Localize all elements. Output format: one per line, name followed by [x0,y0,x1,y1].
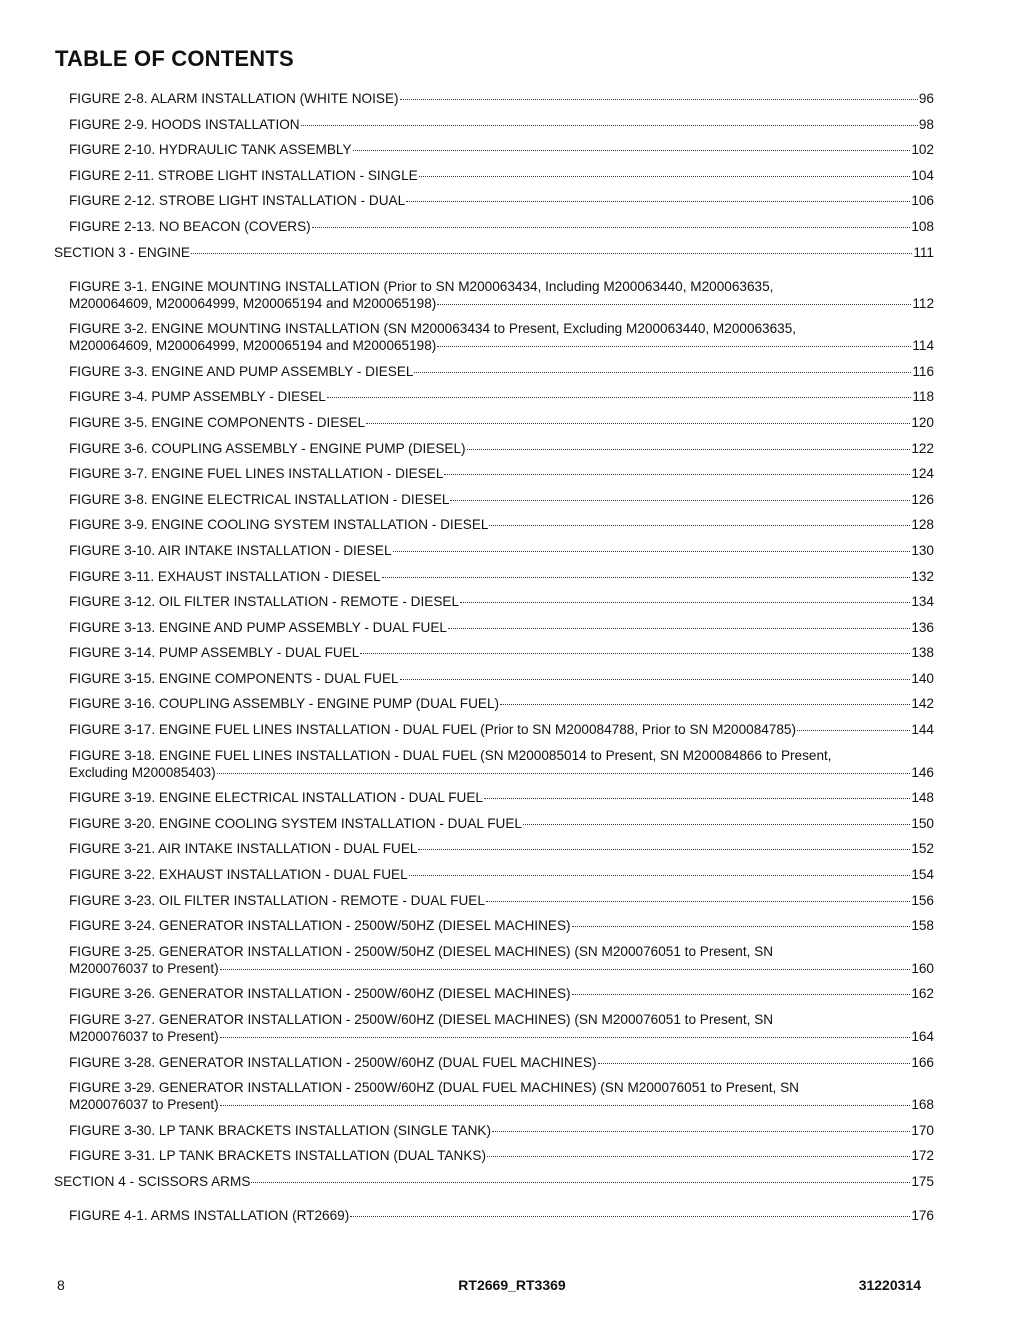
toc-page-number: 111 [913,244,934,260]
toc-entry-line [69,1028,934,1045]
toc-entry-title: FIGURE 4-1. ARMS INSTALLATION (RT2669) [69,1207,350,1223]
toc-entry-title: FIGURE 3-14. PUMP ASSEMBLY - DUAL FUEL [69,645,360,661]
toc-page-number: 170 [911,1122,934,1138]
toc-entry-line [69,90,934,107]
toc-entry-title: FIGURE 3-20. ENGINE COOLING SYSTEM INSTALLATION - DUAL FUEL [69,815,522,831]
toc-figure-entry[interactable] [54,465,934,482]
toc-entry-title: FIGURE 2-13. NO BEACON (COVERS) [69,218,311,234]
footer-model: RT2669_RT3369 [458,1277,566,1293]
dot-leader [487,1156,910,1157]
toc-page-number: 142 [911,696,934,712]
toc-entry-line [69,295,934,312]
toc-entry-line [69,192,934,209]
toc-entry-line [69,542,934,559]
dot-leader [419,176,911,177]
toc-figure-entry[interactable] [54,167,934,184]
dot-leader [251,1182,910,1183]
toc-entry-line [69,917,934,934]
toc-page-number: 114 [912,338,934,354]
toc-page-number: 164 [911,1029,934,1044]
toc-entry-line [69,764,934,781]
toc-page-number: 120 [911,414,934,430]
toc-figure-entry[interactable] [54,1122,934,1139]
toc-entry-line [69,985,934,1002]
toc-entry-line [69,1054,934,1071]
toc-page-number: 132 [911,568,934,584]
toc-entry-line [69,815,934,832]
toc-entry-title: FIGURE 3-13. ENGINE AND PUMP ASSEMBLY - DUAL FUEL [69,619,447,635]
toc-page-number: 108 [911,218,934,234]
toc-entry-title: SECTION 4 - SCISSORS ARMS [54,1173,251,1189]
toc-entry-title-continued: M200064609, M200064999, M200065194 and M200065198) [69,295,437,311]
toc-entry-title: FIGURE 3-4. PUMP ASSEMBLY - DIESEL [69,389,326,405]
dot-leader [327,397,911,398]
toc-entry-title: FIGURE 3-6. COUPLING ASSEMBLY - ENGINE PUMP (DIESEL) [69,440,466,456]
toc-figure-entry[interactable] [54,542,934,559]
toc-entry-title-continued: M200064609, M200064999, M200065194 and M200065198) [69,338,437,354]
toc-entry-line [69,116,934,133]
toc-page-number: 138 [911,645,934,661]
toc-entry-line [69,1147,934,1164]
toc-entry-title: FIGURE 3-7. ENGINE FUEL LINES INSTALLATION - DIESEL [69,466,444,482]
dot-leader [572,994,911,995]
footer-doc-number: 31220314 [858,1277,921,1293]
toc-figure-entry[interactable] [54,141,934,158]
toc-entry-line [69,789,934,806]
toc-figure-entry[interactable] [54,670,934,687]
dot-leader [437,304,911,305]
toc-entry-line [69,695,934,712]
toc-entry-title: FIGURE 3-9. ENGINE COOLING SYSTEM INSTALLATION - DIESEL [69,517,489,533]
toc-figure-entry[interactable] [54,320,934,354]
toc-entry-title: FIGURE 3-26. GENERATOR INSTALLATION - 2500W/60HZ (DIESEL MACHINES) [69,986,571,1002]
toc-page-number: 144 [911,722,934,738]
toc-figure-entry[interactable] [54,840,934,857]
toc-page-number: 150 [911,815,934,831]
toc-entry-title: FIGURE 3-27. GENERATOR INSTALLATION - 2500W/60HZ (DIESEL MACHINES) (SN M200076051 to Present, SN [69,1012,774,1027]
toc-page-number: 126 [911,491,934,507]
toc-entry-title: FIGURE 3-19. ENGINE ELECTRICAL INSTALLATION - DUAL FUEL [69,790,483,806]
toc-page-number: 124 [911,466,934,482]
toc-entry-line [69,491,934,508]
toc-page-number: 154 [911,867,934,883]
toc-page-number: 168 [911,1097,934,1113]
toc-entry-line [69,670,934,687]
dot-leader [393,551,911,552]
toc-figure-entry[interactable] [54,116,934,133]
toc-figure-entry[interactable] [54,866,934,883]
dot-leader [486,901,910,902]
toc-figure-entry[interactable] [54,1079,934,1113]
toc-page-number: 148 [911,790,934,806]
toc-figure-entry[interactable] [54,985,934,1002]
toc-figure-entry[interactable] [54,568,934,585]
toc-figure-entry[interactable] [54,516,934,533]
toc-page-number: 152 [911,841,934,857]
dot-leader [444,474,910,475]
toc-entry-title: FIGURE 3-28. GENERATOR INSTALLATION - 2500W/60HZ (DUAL FUEL MACHINES) [69,1054,597,1070]
toc-page-number: 134 [911,594,934,610]
toc-figure-entry[interactable] [54,815,934,832]
dot-leader [400,679,911,680]
toc-figure-entry[interactable] [54,1011,934,1045]
toc-page-number: 160 [911,960,934,976]
toc-entry-line [69,337,934,354]
toc-entry-title: FIGURE 3-23. OIL FILTER INSTALLATION - REMOTE - DUAL FUEL [69,892,485,908]
toc-section-entry[interactable] [54,1173,934,1190]
toc-page-number: 112 [912,295,934,311]
dot-leader [312,227,911,228]
toc-entry-line [69,593,934,610]
toc-entry-title: FIGURE 3-25. GENERATOR INSTALLATION - 2500W/50HZ (DIESEL MACHINES) (SN M200076051 to Present, SN [69,943,774,959]
dot-leader [500,704,910,705]
dot-leader [450,500,910,501]
toc-page-number: 146 [911,764,934,780]
dot-leader [467,449,911,450]
toc-entry-line [54,1173,934,1190]
toc-entry-line [69,1096,934,1113]
toc-page-number: 172 [911,1148,934,1164]
dot-leader [220,1105,911,1106]
toc-page-number: 122 [911,440,934,456]
dot-leader [217,773,911,774]
table-of-contents [54,90,934,1233]
toc-figure-entry[interactable] [54,491,934,508]
toc-entry-title-continued: M200076037 to Present) [69,960,219,976]
toc-page-number: 104 [911,167,934,183]
toc-entry-line [69,840,934,857]
toc-entry-title: FIGURE 3-11. EXHAUST INSTALLATION - DIESEL [69,568,381,584]
dot-leader [406,201,910,202]
toc-entry-line [69,388,934,405]
toc-figure-entry[interactable] [54,1054,934,1071]
toc-entry-line [69,440,934,457]
toc-entry-title: FIGURE 3-31. LP TANK BRACKETS INSTALLATION (DUAL TANKS) [69,1148,486,1164]
toc-page-number: 130 [911,542,934,558]
dot-leader [353,150,911,151]
dot-leader [220,1037,911,1038]
toc-page-number: 128 [911,517,934,533]
footer-page-number: 8 [57,1277,65,1293]
toc-page-number: 118 [912,389,934,405]
toc-figure-entry[interactable] [54,278,934,312]
dot-leader [414,372,911,373]
toc-entry-title: FIGURE 3-8. ENGINE ELECTRICAL INSTALLATION - DIESEL [69,491,450,507]
dot-leader [409,875,911,876]
toc-figure-entry[interactable] [54,1207,934,1224]
toc-figure-entry[interactable] [54,90,934,107]
toc-entry-title: FIGURE 3-10. AIR INTAKE INSTALLATION - DIESEL [69,542,392,558]
toc-figure-entry[interactable] [54,414,934,431]
toc-entry-line [69,218,934,235]
toc-page-number: 176 [911,1207,934,1223]
toc-entry-title: FIGURE 3-1. ENGINE MOUNTING INSTALLATION (Prior to SN M200063434, Including M200063440, M200063635, [69,278,774,294]
toc-page-number: 166 [911,1054,934,1070]
toc-entry-line [69,363,934,380]
dot-leader [301,125,918,126]
toc-entry-title: FIGURE 2-10. HYDRAULIC TANK ASSEMBLY [69,142,352,158]
toc-entry-title: FIGURE 2-9. HOODS INSTALLATION [69,116,300,132]
toc-page-number: 106 [911,193,934,209]
dot-leader [437,346,911,347]
dot-leader [523,824,910,825]
dot-leader [460,602,910,603]
toc-entry-title: FIGURE 3-18. ENGINE FUEL LINES INSTALLATION - DUAL FUEL (SN M200085014 to Present, SN M200084866 to Present, [69,747,832,763]
toc-page-number: 140 [911,670,934,686]
toc-page-number: 162 [911,986,934,1002]
dot-leader [220,969,911,970]
dot-leader [489,525,910,526]
toc-figure-entry[interactable] [54,917,934,934]
toc-page-number: 96 [918,91,934,106]
dot-leader [598,1063,911,1064]
toc-figure-entry[interactable] [54,695,934,712]
toc-entry-line [69,721,934,738]
toc-figure-entry[interactable] [54,593,934,610]
toc-entry-title: FIGURE 3-21. AIR INTAKE INSTALLATION - DUAL FUEL [69,841,418,857]
toc-figure-entry[interactable] [54,440,934,457]
dot-leader [360,653,910,654]
toc-page-number: 116 [912,363,934,379]
toc-entry-title: FIGURE 3-15. ENGINE COMPONENTS - DUAL FUEL [69,670,399,686]
toc-entry-title: FIGURE 3-24. GENERATOR INSTALLATION - 2500W/50HZ (DIESEL MACHINES) [69,918,571,934]
dot-leader [448,628,910,629]
toc-figure-entry[interactable] [54,619,934,636]
toc-entry-title: SECTION 3 - ENGINE [54,244,190,260]
toc-entry-title: FIGURE 3-16. COUPLING ASSEMBLY - ENGINE PUMP (DUAL FUEL) [69,696,500,712]
toc-entry-title: FIGURE 3-5. ENGINE COMPONENTS - DIESEL [69,414,366,430]
toc-figure-entry[interactable] [54,747,934,781]
dot-leader [350,1216,910,1217]
toc-figure-entry[interactable] [54,644,934,661]
toc-entry-title: FIGURE 3-30. LP TANK BRACKETS INSTALLATION (SINGLE TANK) [69,1122,492,1138]
toc-entry-line [69,644,934,661]
toc-figure-entry[interactable] [54,892,934,909]
toc-entry-title-continued: M200076037 to Present) [69,1029,219,1044]
toc-entry-line [69,414,934,431]
toc-entry-line [69,167,934,184]
toc-entry-line [69,141,934,158]
dot-leader [492,1131,910,1132]
toc-entry-line [69,866,934,883]
toc-page-number: 102 [911,142,934,158]
toc-entry-title: FIGURE 2-8. ALARM INSTALLATION (WHITE NOISE) [69,91,399,106]
toc-entry-line [69,1207,934,1224]
dot-leader [418,849,910,850]
toc-page-number: 156 [911,892,934,908]
toc-entry-title: FIGURE 2-12. STROBE LIGHT INSTALLATION - DUAL [69,193,406,209]
toc-figure-entry[interactable] [54,789,934,806]
toc-entry-title: FIGURE 3-3. ENGINE AND PUMP ASSEMBLY - DIESEL [69,363,414,379]
toc-entry-title: FIGURE 2-11. STROBE LIGHT INSTALLATION - SINGLE [69,167,418,183]
page-title: TABLE OF CONTENTS [55,46,294,71]
toc-entry-line [69,516,934,533]
toc-entry-line [69,1122,934,1139]
toc-figure-entry[interactable] [54,218,934,235]
toc-figure-entry[interactable] [54,192,934,209]
toc-entry-title-continued: Excluding M200085403) [69,764,216,780]
toc-entry-line [69,892,934,909]
dot-leader [572,926,911,927]
dot-leader [484,798,910,799]
toc-page-number: 136 [911,619,934,635]
toc-figure-entry[interactable] [54,721,934,738]
toc-figure-entry[interactable] [54,1147,934,1164]
toc-page-number: 175 [911,1173,934,1189]
toc-entry-title: FIGURE 3-12. OIL FILTER INSTALLATION - REMOTE - DIESEL [69,594,460,610]
dot-leader [382,577,911,578]
toc-entry-line [69,619,934,636]
toc-figure-entry[interactable] [54,363,934,380]
toc-section-entry[interactable] [54,244,934,261]
dot-leader [366,423,910,424]
toc-entry-title: FIGURE 3-29. GENERATOR INSTALLATION - 2500W/60HZ (DUAL FUEL MACHINES) (SN M200076051 to Present, SN [69,1080,799,1096]
dot-leader [191,253,912,254]
toc-entry-title: FIGURE 3-17. ENGINE FUEL LINES INSTALLATION - DUAL FUEL (Prior to SN M200084788, Prior to SN M200084785) [69,722,797,738]
dot-leader [797,730,910,731]
toc-entry-title: FIGURE 3-2. ENGINE MOUNTING INSTALLATION (SN M200063434 to Present, Excluding M200063440, M200063635, [69,321,797,337]
toc-entry-line [54,244,934,261]
toc-entry-line [69,465,934,482]
toc-figure-entry[interactable] [54,388,934,405]
page-footer [0,1277,1024,1297]
dot-leader [400,99,918,100]
toc-entry-line [69,960,934,977]
toc-entry-title: FIGURE 3-22. EXHAUST INSTALLATION - DUAL FUEL [69,867,408,883]
toc-page-number: 98 [918,116,934,132]
toc-page-number: 158 [911,918,934,934]
toc-figure-entry[interactable] [54,943,934,977]
toc-entry-line [69,568,934,585]
toc-entry-title-continued: M200076037 to Present) [69,1097,219,1113]
